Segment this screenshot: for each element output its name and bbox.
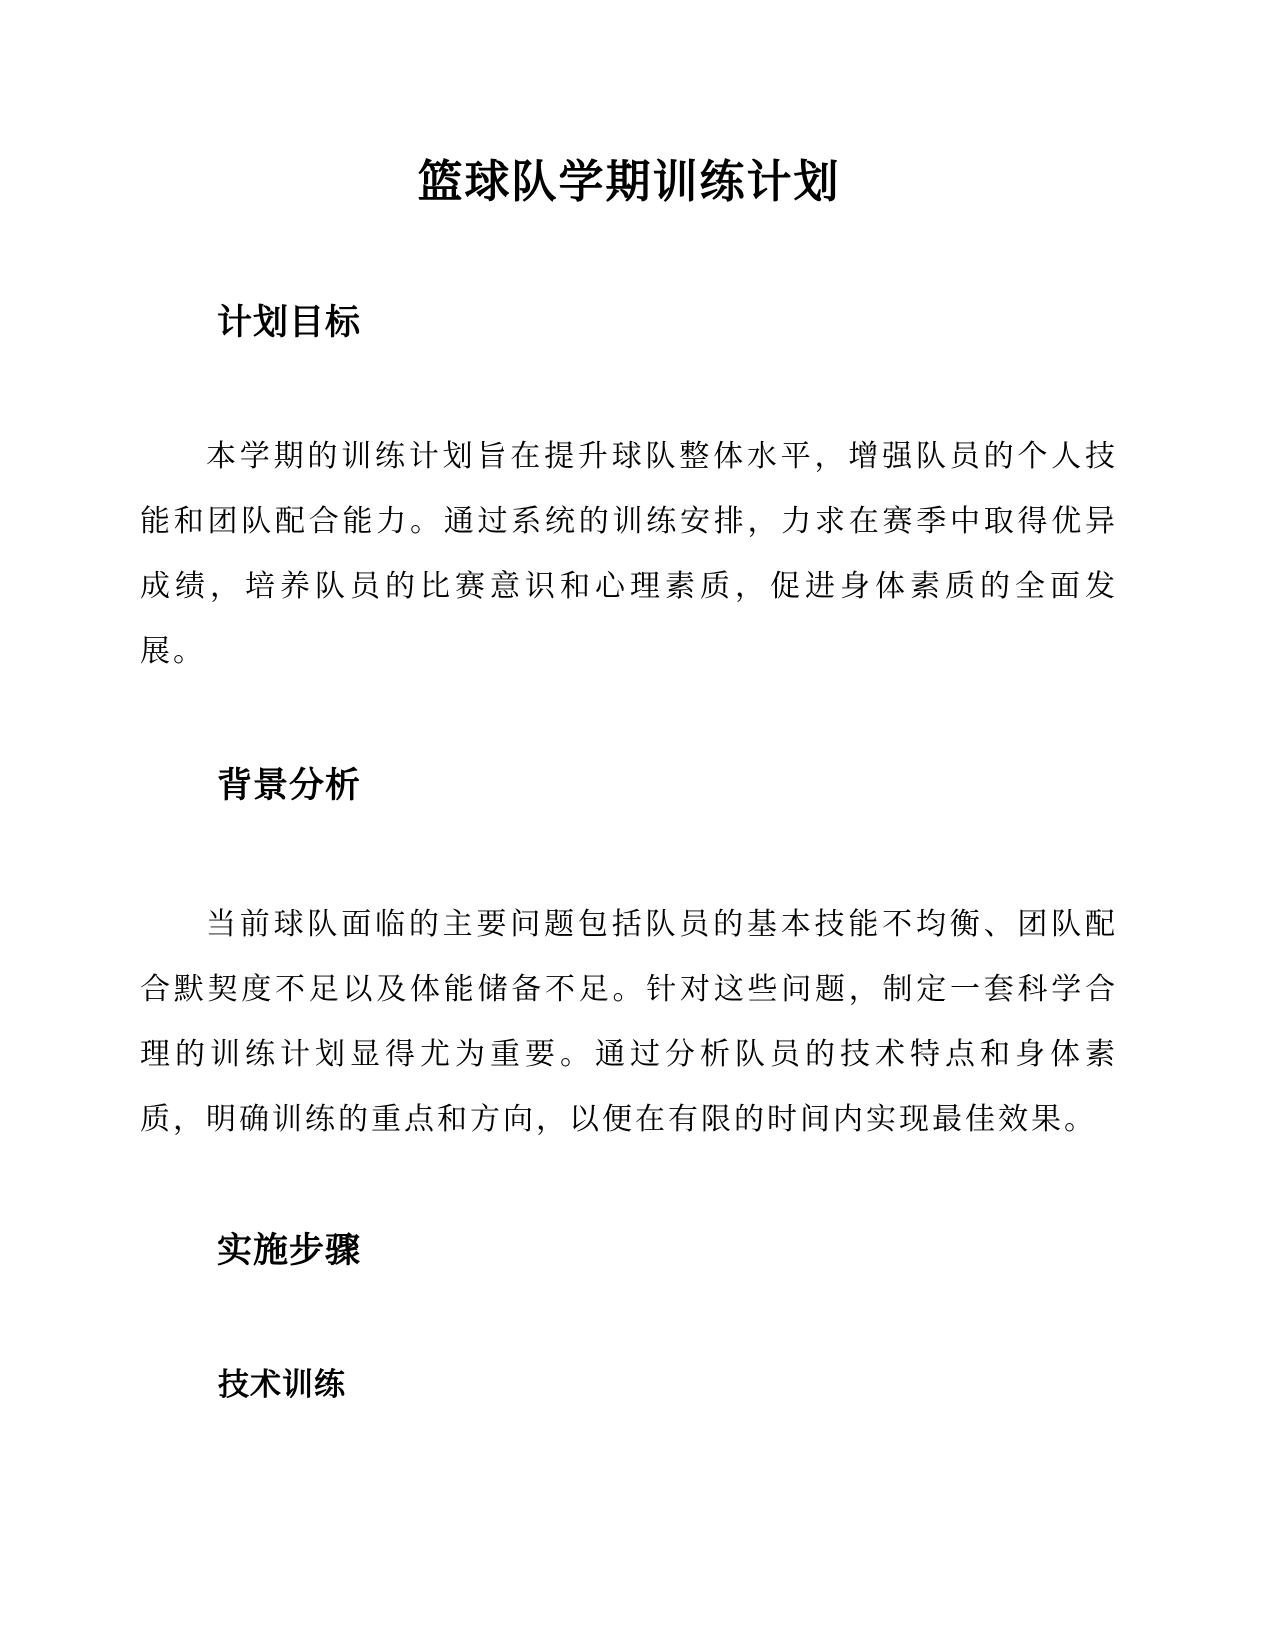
subsection-heading-technical-training: 技术训练: [218, 1367, 346, 1402]
section-heading-background-analysis: 背景分析: [217, 766, 362, 805]
document-title: 篮球队学期训练计划: [417, 156, 841, 207]
paragraph-background-analysis: 当前球队面临的主要问题包括队员的基本技能不均衡、团队配合默契度不足以及体能储备不足。针对这些问题，制定一套科学合理的训练计划显得尤为重要。通过分析队员的技术特点和身体素质，明确训练的重点和方向，以便在有限的时间内实现最佳效果。: [140, 908, 1118, 1136]
section-heading-plan-goals: 计划目标: [217, 303, 362, 342]
section-heading-implementation-steps: 实施步骤: [217, 1231, 362, 1270]
paragraph-plan-goals: 本学期的训练计划旨在提升球队整体水平，增强队员的个人技能和团队配合能力。通过系统的训练安排，力求在赛季中取得优异成绩，培养队员的比赛意识和心理素质，促进身体素质的全面发展。: [140, 440, 1118, 668]
